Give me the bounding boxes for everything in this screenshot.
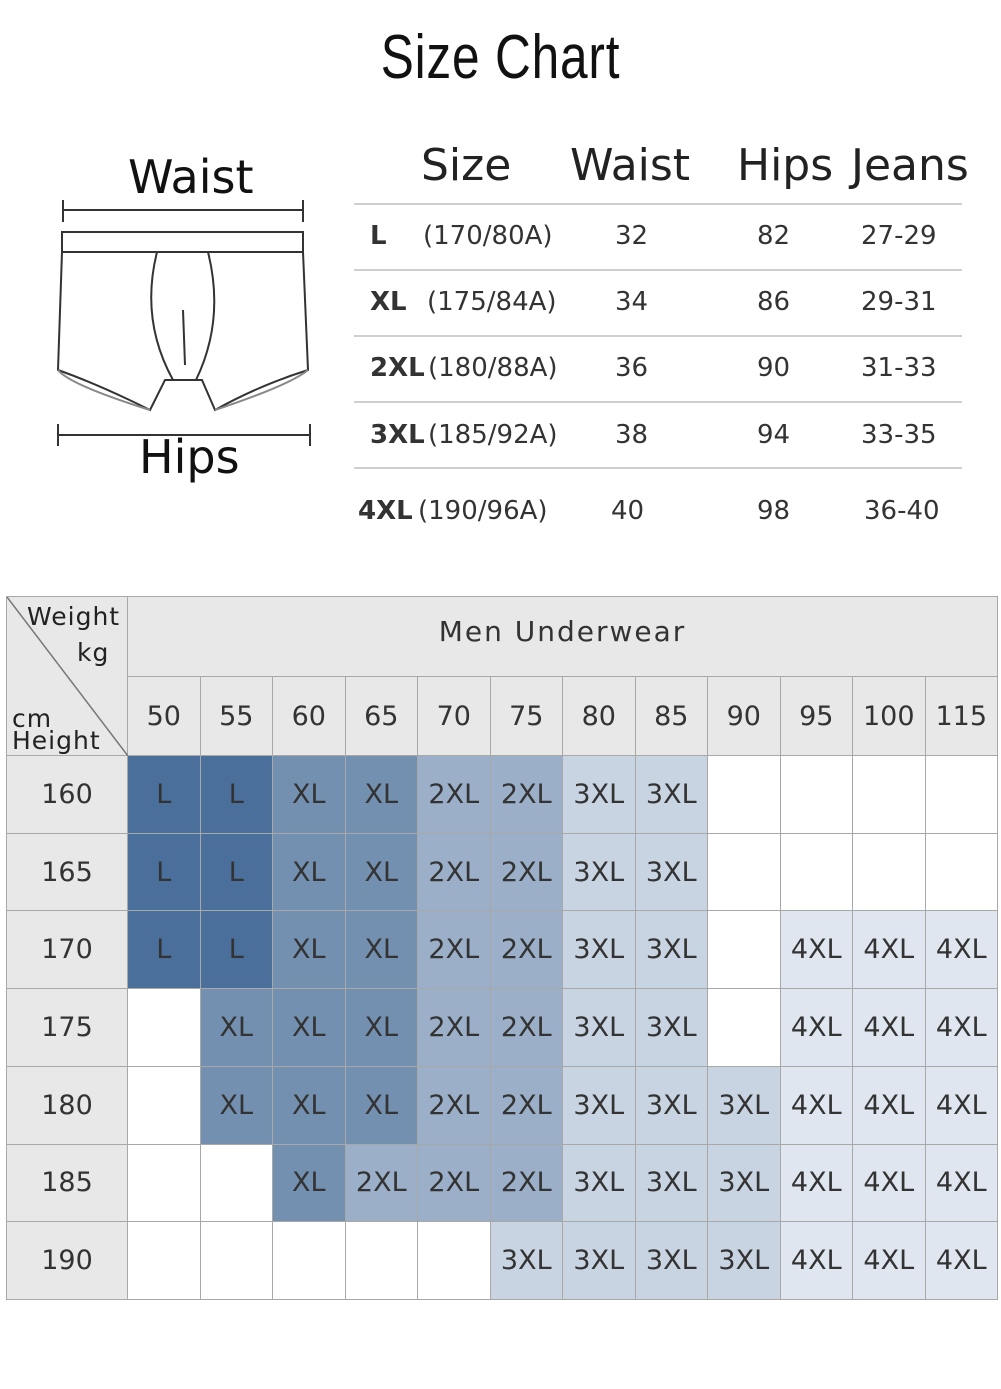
size-cell: 3XL xyxy=(708,1145,781,1223)
header-size: Size xyxy=(421,140,512,191)
weight-column-header: 95 xyxy=(781,677,854,756)
height-row-header: 160 xyxy=(7,756,128,834)
size-cell: L xyxy=(128,756,201,834)
size-cell: XL xyxy=(273,1145,346,1223)
size-cell: 2XL xyxy=(418,834,491,912)
size-cell: 3XL xyxy=(708,1222,781,1300)
size-spec: (175/84A) xyxy=(427,287,557,317)
cm-label: cm xyxy=(12,704,53,733)
size-cell: XL xyxy=(273,911,346,989)
size-cell xyxy=(853,834,926,912)
size-cell: 3XL xyxy=(491,1222,564,1300)
waist-value: 40 xyxy=(611,496,645,526)
size-cell: XL xyxy=(273,1067,346,1145)
size-cell xyxy=(128,1145,201,1223)
size-cell xyxy=(418,1222,491,1300)
size-cell: 4XL xyxy=(781,1067,854,1145)
height-label: Height xyxy=(12,726,101,755)
kg-label: kg xyxy=(77,638,110,667)
size-cell xyxy=(128,1067,201,1145)
weight-column-header: 85 xyxy=(636,677,709,756)
size-cell xyxy=(346,1222,419,1300)
size-cell: 4XL xyxy=(781,1145,854,1223)
weight-label: Weight xyxy=(27,602,121,631)
size-cell: 4XL xyxy=(781,911,854,989)
size-cell: 3XL xyxy=(636,989,709,1067)
row-divider xyxy=(354,467,962,469)
size-cell: 4XL xyxy=(926,989,999,1067)
height-row-header: 175 xyxy=(7,989,128,1067)
size-cell: XL xyxy=(201,989,274,1067)
size-cell: L xyxy=(201,834,274,912)
size-cell xyxy=(708,834,781,912)
size-label: 3XL xyxy=(370,420,425,450)
size-cell: 4XL xyxy=(853,911,926,989)
size-cell xyxy=(926,834,999,912)
hips-value: 90 xyxy=(757,353,791,383)
row-divider xyxy=(354,335,962,337)
size-cell: 3XL xyxy=(636,911,709,989)
size-spec: (170/80A) xyxy=(423,221,553,251)
size-cell: XL xyxy=(273,756,346,834)
hips-label: Hips xyxy=(139,430,240,484)
hips-value: 94 xyxy=(757,420,791,450)
row-divider xyxy=(354,401,962,403)
size-cell: 3XL xyxy=(708,1067,781,1145)
size-cell xyxy=(926,756,999,834)
size-cell: L xyxy=(201,756,274,834)
waist-value: 32 xyxy=(615,221,649,251)
size-cell: XL xyxy=(201,1067,274,1145)
jeans-value: 33-35 xyxy=(861,420,937,450)
size-cell xyxy=(128,989,201,1067)
hips-value: 82 xyxy=(757,221,791,251)
size-cell: 4XL xyxy=(853,1222,926,1300)
size-cell: 2XL xyxy=(418,1145,491,1223)
jeans-value: 29-31 xyxy=(861,287,937,317)
size-cell xyxy=(708,989,781,1067)
jeans-value: 36-40 xyxy=(864,496,940,526)
size-cell: 2XL xyxy=(418,756,491,834)
size-cell xyxy=(853,756,926,834)
size-cell: 4XL xyxy=(926,1145,999,1223)
size-cell xyxy=(781,756,854,834)
size-cell: 3XL xyxy=(563,1067,636,1145)
size-cell: 2XL xyxy=(491,1145,564,1223)
height-row-header: 190 xyxy=(7,1222,128,1300)
size-cell: XL xyxy=(273,834,346,912)
size-cell: 4XL xyxy=(926,1222,999,1300)
size-cell: 4XL xyxy=(781,989,854,1067)
size-cell: 3XL xyxy=(563,834,636,912)
height-row-header: 185 xyxy=(7,1145,128,1223)
size-label: 2XL xyxy=(370,353,425,383)
size-cell: XL xyxy=(346,834,419,912)
size-cell: 2XL xyxy=(346,1145,419,1223)
weight-column-header: 100 xyxy=(853,677,926,756)
size-cell: XL xyxy=(346,1067,419,1145)
size-cell xyxy=(781,834,854,912)
weight-column-header: 80 xyxy=(563,677,636,756)
size-cell: L xyxy=(128,911,201,989)
size-spec: (190/96A) xyxy=(418,496,548,526)
size-cell: 3XL xyxy=(563,1222,636,1300)
size-cell: XL xyxy=(346,756,419,834)
hips-value: 98 xyxy=(757,496,791,526)
size-cell: 2XL xyxy=(418,911,491,989)
size-cell: 4XL xyxy=(853,1145,926,1223)
row-divider xyxy=(354,203,962,205)
height-row-header: 170 xyxy=(7,911,128,989)
size-cell: 4XL xyxy=(853,1067,926,1145)
header-waist: Waist xyxy=(570,140,691,191)
size-spec: (185/92A) xyxy=(428,420,558,450)
size-cell: L xyxy=(201,911,274,989)
size-cell: 3XL xyxy=(636,1222,709,1300)
hips-value: 86 xyxy=(757,287,791,317)
waist-value: 38 xyxy=(615,420,649,450)
size-cell: 2XL xyxy=(491,834,564,912)
weight-column-header: 50 xyxy=(128,677,201,756)
size-cell: 2XL xyxy=(418,1067,491,1145)
height-weight-size-grid xyxy=(6,596,998,1300)
weight-column-header: 90 xyxy=(708,677,781,756)
jeans-value: 31-33 xyxy=(861,353,937,383)
size-cell xyxy=(708,911,781,989)
weight-column-header: 55 xyxy=(201,677,274,756)
size-cell: 2XL xyxy=(491,989,564,1067)
weight-column-header: 115 xyxy=(926,677,999,756)
size-cell: 3XL xyxy=(636,1145,709,1223)
size-cell: XL xyxy=(273,989,346,1067)
size-cell: 3XL xyxy=(636,834,709,912)
jeans-value: 27-29 xyxy=(861,221,937,251)
row-divider xyxy=(354,269,962,271)
size-cell: 3XL xyxy=(563,756,636,834)
size-cell: 4XL xyxy=(926,1067,999,1145)
size-cell xyxy=(128,1222,201,1300)
size-cell: 2XL xyxy=(491,1067,564,1145)
header-jeans: Jeans xyxy=(851,140,969,191)
waist-value: 36 xyxy=(615,353,649,383)
height-row-header: 165 xyxy=(7,834,128,912)
weight-column-header: 75 xyxy=(491,677,564,756)
size-cell xyxy=(708,756,781,834)
size-spec: (180/88A) xyxy=(428,353,558,383)
size-cell: XL xyxy=(346,989,419,1067)
size-cell: 3XL xyxy=(636,1067,709,1145)
size-label: XL xyxy=(370,287,407,317)
corner-header xyxy=(7,597,128,756)
height-row-header: 180 xyxy=(7,1067,128,1145)
page-title: Size Chart xyxy=(380,23,621,92)
size-cell: XL xyxy=(346,911,419,989)
weight-column-header: 65 xyxy=(346,677,419,756)
size-label: L xyxy=(370,221,387,251)
waist-label: Waist xyxy=(128,150,254,204)
waist-value: 34 xyxy=(615,287,649,317)
size-cell: L xyxy=(128,834,201,912)
size-cell: 3XL xyxy=(563,989,636,1067)
size-label: 4XL xyxy=(358,496,413,526)
size-cell xyxy=(201,1222,274,1300)
size-cell: 4XL xyxy=(781,1222,854,1300)
size-cell: 3XL xyxy=(636,756,709,834)
size-cell: 2XL xyxy=(418,989,491,1067)
grid-title: Men Underwear xyxy=(128,597,998,677)
weight-column-header: 60 xyxy=(273,677,346,756)
size-cell: 4XL xyxy=(853,989,926,1067)
size-cell: 2XL xyxy=(491,756,564,834)
header-hips: Hips xyxy=(737,140,834,191)
size-cell: 4XL xyxy=(926,911,999,989)
size-cell xyxy=(201,1145,274,1223)
weight-column-header: 70 xyxy=(418,677,491,756)
size-cell: 3XL xyxy=(563,1145,636,1223)
size-cell xyxy=(273,1222,346,1300)
size-cell: 3XL xyxy=(563,911,636,989)
underwear-outline-icon xyxy=(40,190,330,460)
size-cell: 2XL xyxy=(491,911,564,989)
